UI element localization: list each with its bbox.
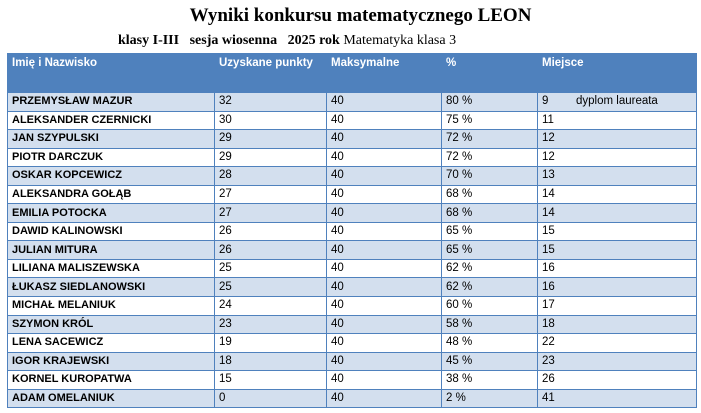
cell-name: PRZEMYSŁAW MAZUR xyxy=(8,93,215,112)
table-row xyxy=(8,278,697,297)
place-number: 18 xyxy=(542,317,555,330)
cell-max: 40 xyxy=(327,297,442,316)
place-number: 11 xyxy=(542,113,554,126)
cell-percent: 68 % xyxy=(442,204,538,223)
cell-points: 0 xyxy=(215,389,327,408)
cell-name: EMILIA POTOCKA xyxy=(8,204,215,223)
cell-percent: 65 % xyxy=(442,222,538,241)
cell-max: 40 xyxy=(327,130,442,149)
cell-max: 40 xyxy=(327,241,442,260)
cell-name: IGOR KRAJEWSKI xyxy=(8,352,215,371)
header-row xyxy=(8,54,697,93)
cell-percent: 60 % xyxy=(442,297,538,316)
cell-percent: 38 % xyxy=(442,371,538,390)
place-number: 41 xyxy=(542,392,555,405)
cell-max: 40 xyxy=(327,352,442,371)
cell-percent: 68 % xyxy=(442,185,538,204)
cell-max: 40 xyxy=(327,93,442,112)
cell-max: 40 xyxy=(327,185,442,204)
place-number: 23 xyxy=(542,354,555,367)
cell-name: ADAM OMELANIUK xyxy=(8,389,215,408)
table-row xyxy=(8,148,697,167)
cell-max: 40 xyxy=(327,148,442,167)
cell-percent: 2 % xyxy=(442,389,538,408)
cell-percent: 75 % xyxy=(442,111,538,130)
cell-max: 40 xyxy=(327,278,442,297)
column-header-max: Maksymalne xyxy=(327,54,442,93)
cell-place xyxy=(538,278,697,297)
place-number: 9 xyxy=(542,95,549,108)
cell-max: 40 xyxy=(327,371,442,390)
place-number: 17 xyxy=(542,299,555,312)
cell-place xyxy=(538,389,697,408)
table-row xyxy=(8,315,697,334)
cell-percent: 70 % xyxy=(442,167,538,186)
cell-points: 23 xyxy=(215,315,327,334)
cell-place xyxy=(538,334,697,353)
subtitle-subject: Matematyka klasa 3 xyxy=(339,33,457,48)
cell-max: 40 xyxy=(327,222,442,241)
cell-place xyxy=(538,259,697,278)
cell-points: 29 xyxy=(215,130,327,149)
table-row xyxy=(8,93,697,112)
cell-place xyxy=(538,167,697,186)
results-table xyxy=(7,53,697,408)
table-row xyxy=(8,371,697,390)
cell-place xyxy=(538,352,697,371)
cell-points: 25 xyxy=(215,259,327,278)
table-row xyxy=(8,167,697,186)
place-number: 16 xyxy=(542,262,555,275)
results-table-header xyxy=(8,54,697,93)
cell-name: KORNEL KUROPATWA xyxy=(8,371,215,390)
cell-percent: 72 % xyxy=(442,130,538,149)
place-number: 22 xyxy=(542,336,555,349)
cell-place xyxy=(538,111,697,130)
table-row xyxy=(8,389,697,408)
place-number: 26 xyxy=(542,373,555,386)
cell-percent: 62 % xyxy=(442,259,538,278)
place-number: 14 xyxy=(542,188,555,200)
place-number: 13 xyxy=(542,169,555,182)
cell-max: 40 xyxy=(327,389,442,408)
cell-max: 40 xyxy=(327,204,442,223)
results-table-body xyxy=(8,93,697,408)
cell-name: ALEKSANDRA GOŁĄB xyxy=(8,185,215,204)
subtitle-session: klasy I-III sesja wiosenna 2025 rok xyxy=(118,33,340,48)
cell-name: DAWID KALINOWSKI xyxy=(8,222,215,241)
table-row xyxy=(8,259,697,278)
cell-points: 27 xyxy=(215,185,327,204)
cell-max: 40 xyxy=(327,315,442,334)
cell-name: LENA SACEWICZ xyxy=(8,334,215,353)
award-note: dyplom laureata xyxy=(576,95,658,108)
column-header-percent: % xyxy=(442,54,538,93)
table-row xyxy=(8,222,697,241)
place-number: 12 xyxy=(542,132,555,145)
cell-name: OSKAR KOPCEWICZ xyxy=(8,167,215,186)
place-number: 15 xyxy=(542,225,555,238)
place-number: 15 xyxy=(542,243,555,256)
cell-max: 40 xyxy=(327,334,442,353)
cell-percent: 62 % xyxy=(442,278,538,297)
column-header-name: Imię i Nazwisko xyxy=(8,54,215,93)
cell-name: ŁUKASZ SIEDLANOWSKI xyxy=(8,278,215,297)
table-row xyxy=(8,352,697,371)
cell-name: ALEKSANDER CZERNICKI xyxy=(8,111,215,130)
cell-place xyxy=(538,315,697,334)
cell-max: 40 xyxy=(327,259,442,278)
cell-points: 26 xyxy=(215,222,327,241)
cell-percent: 48 % xyxy=(442,334,538,353)
cell-place xyxy=(538,297,697,316)
cell-points: 30 xyxy=(215,111,327,130)
cell-name: SZYMON KRÓL xyxy=(8,315,215,334)
table-row xyxy=(8,185,697,204)
cell-place xyxy=(538,185,697,204)
cell-name: MICHAŁ MELANIUK xyxy=(8,297,215,316)
cell-max: 40 xyxy=(327,111,442,130)
cell-place xyxy=(538,241,697,260)
cell-points: 32 xyxy=(215,93,327,112)
cell-place xyxy=(538,204,697,223)
cell-percent: 65 % xyxy=(442,241,538,260)
table-row xyxy=(8,241,697,260)
cell-points: 25 xyxy=(215,278,327,297)
cell-place xyxy=(538,371,697,390)
cell-points: 29 xyxy=(215,148,327,167)
cell-points: 26 xyxy=(215,241,327,260)
cell-place xyxy=(538,93,697,112)
table-row xyxy=(8,130,697,149)
cell-points: 27 xyxy=(215,204,327,223)
place-number: 14 xyxy=(542,206,555,219)
table-row xyxy=(8,297,697,316)
cell-place xyxy=(538,148,697,167)
cell-name: JAN SZYPULSKI xyxy=(8,130,215,149)
page-title: Wyniki konkursu matematycznego LEON xyxy=(189,5,532,26)
column-header-place: Miejsce xyxy=(538,54,697,93)
page-subtitle xyxy=(118,32,456,50)
cell-points: 28 xyxy=(215,167,327,186)
cell-name: JULIAN MITURA xyxy=(8,241,215,260)
cell-percent: 80 % xyxy=(442,93,538,112)
cell-percent: 45 % xyxy=(442,352,538,371)
cell-points: 18 xyxy=(215,352,327,371)
cell-points: 24 xyxy=(215,297,327,316)
place-number: 16 xyxy=(542,280,555,293)
cell-max: 40 xyxy=(327,167,442,186)
table-row xyxy=(8,204,697,223)
cell-name: LILIANA MALISZEWSKA xyxy=(8,259,215,278)
table-row xyxy=(8,334,697,353)
cell-points: 15 xyxy=(215,371,327,390)
place-number: 12 xyxy=(542,150,555,163)
cell-place xyxy=(538,130,697,149)
cell-name: PIOTR DARCZUK xyxy=(8,148,215,167)
cell-percent: 58 % xyxy=(442,315,538,334)
cell-place xyxy=(538,222,697,241)
cell-points: 19 xyxy=(215,334,327,353)
table-row xyxy=(8,111,697,130)
column-header-points: Uzyskane punkty xyxy=(215,54,327,93)
cell-percent: 72 % xyxy=(442,148,538,167)
